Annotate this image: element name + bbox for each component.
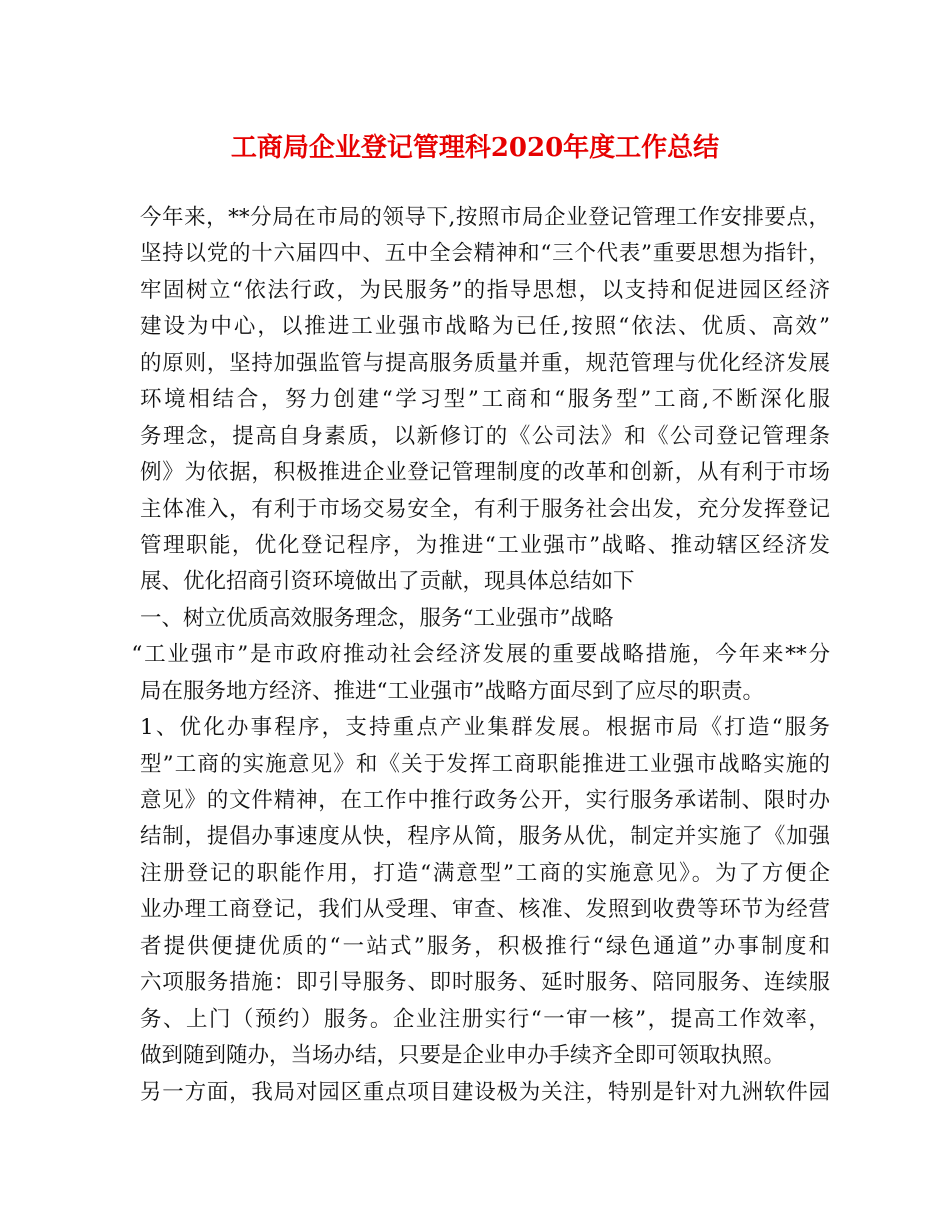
document-line: 局在服务地方经济、推进“工业强市”战略方面尽到了应尽的职责。 <box>140 678 764 704</box>
document-line: 牢固树立“依法行政，为民服务”的指导思想，以支持和促进园区经济 <box>140 277 830 303</box>
document-line: 意见》的文件精神，在工作中推行政务公开，实行服务承诺制、限时办 <box>140 788 830 813</box>
document-line: “工业强市”是市政府推动社会经济发展的重要战略措施，今年来**分 <box>131 642 830 668</box>
document-body <box>131 200 830 1111</box>
document-line: 业办理工商登记，我们从受理、审查、核准、发照到收费等环节为经营 <box>140 897 830 923</box>
document-line: 务、上门（预约）服务。企业注册实行“一审一核”，提高工作效率， <box>140 1006 830 1032</box>
document-line: 1、优化办事程序，支持重点产业集群发展。根据市局《打造“服务 <box>140 715 830 741</box>
document-line: 的原则，坚持加强监管与提高服务质量并重，规范管理与优化经济发展 <box>140 350 830 376</box>
document-line: 务理念，提高自身素质，以新修订的《公司法》和《公司登记管理条 <box>140 423 830 449</box>
document-line: 结制，提倡办事速度从快，程序从简，服务从优，制定并实施了《加强 <box>140 824 830 850</box>
document-line: 一、树立优质高效服务理念，服务“工业强市”战略 <box>140 605 614 631</box>
document-line: 做到随到随办，当场办结，只要是企业申办手续齐全即可领取执照。 <box>140 1043 786 1069</box>
document-line: 环境相结合，努力创建“学习型”工商和“服务型”工商,不断深化服 <box>140 387 830 413</box>
document-line: 今年来，**分局在市局的领导下,按照市局企业登记管理工作安排要点， <box>140 205 830 230</box>
document-line: 另一方面，我局对园区重点项目建设极为关注，特别是针对九洲软件园 <box>140 1079 830 1105</box>
document-line: 型”工商的实施意见》和《关于发挥工商职能推进工业强市战略实施的 <box>140 751 830 777</box>
document-line: 建设为中心，以推进工业强市战略为已任,按照“依法、优质、高效” <box>140 314 830 340</box>
document-line: 主体准入，有利于市场交易安全，有利于服务社会出发，充分发挥登记 <box>140 496 830 522</box>
document-line: 注册登记的职能作用，打造“满意型”工商的实施意见》。为了方便企 <box>140 860 830 886</box>
document-line: 六项服务措施：即引导服务、即时服务、延时服务、陪同服务、连续服 <box>140 970 830 996</box>
document-line: 例》为依据，积极推进企业登记管理制度的改革和创新，从有利于市场 <box>140 460 830 486</box>
document-line: 展、优化招商引资环境做出了贡献，现具体总结如下 <box>140 569 635 595</box>
document-line: 管理职能，优化登记程序，为推进“工业强市”战略、推动辖区经济发 <box>140 532 830 558</box>
document-line: 者提供便捷优质的“一站式”服务，积极推行“绿色通道”办事制度和 <box>140 933 830 959</box>
document-line: 坚持以党的十六届四中、五中全会精神和“三个代表”重要思想为指针， <box>140 241 830 267</box>
document-title: 工商局企业登记管理科2020年度工作总结 <box>230 133 720 163</box>
